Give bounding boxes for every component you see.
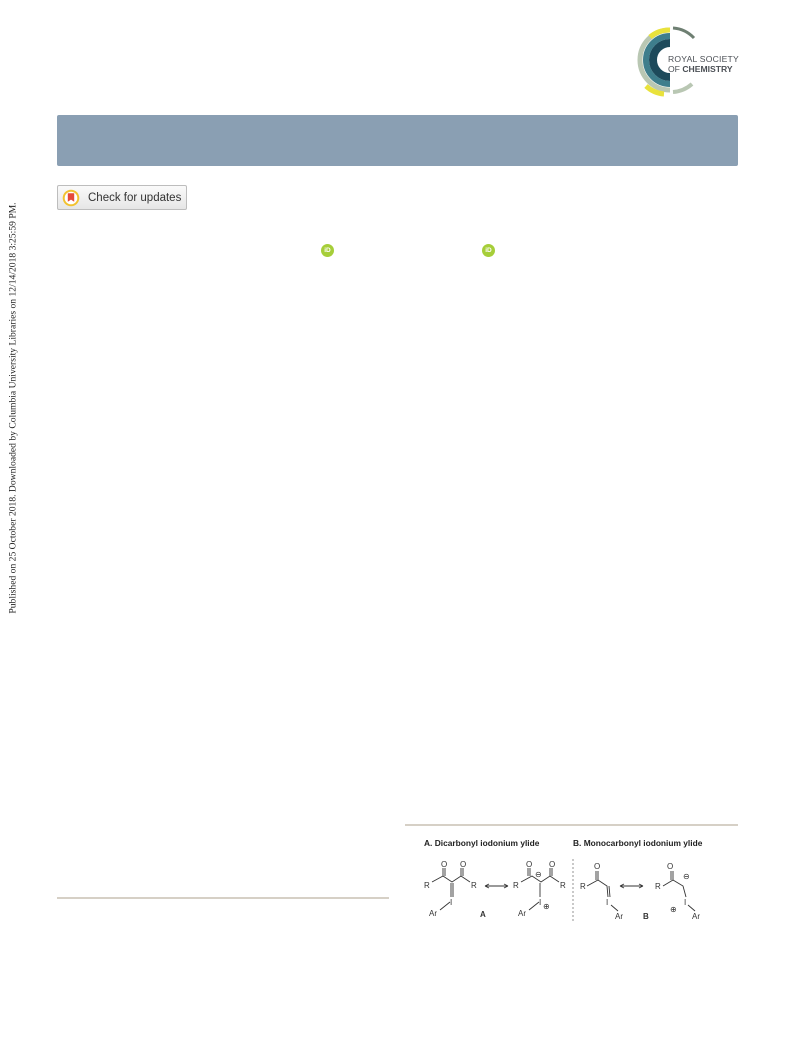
scheme-o-label: O <box>526 860 533 869</box>
scheme-i-label: I <box>606 898 609 907</box>
scheme-r-label: R <box>560 881 566 890</box>
check-for-updates-label: Check for updates <box>88 191 182 204</box>
footnote-divider <box>57 897 389 899</box>
scheme-r-label: R <box>424 881 430 890</box>
scheme-ar-label: Ar <box>518 909 526 918</box>
scheme-plus-charge: ⊕ <box>543 902 550 911</box>
scheme-o-label: O <box>667 862 674 871</box>
scheme-plus-charge: ⊕ <box>670 905 677 914</box>
scheme-r-label: R <box>655 882 661 891</box>
scheme-o-label: O <box>460 860 467 869</box>
article-header-banner <box>57 115 738 166</box>
scheme-o-label: O <box>441 860 448 869</box>
scheme-minus-charge: ⊖ <box>683 872 690 881</box>
iodonium-ylide-scheme <box>405 855 738 927</box>
scheme-panel-b-title: B. Monocarbonyl iodonium ylide <box>573 838 703 848</box>
scheme-o-label: O <box>549 860 556 869</box>
publication-note-text: Published on 25 October 2018. Downloaded by Columbia University Libraries on 12/14/2018 3:25:59 PM. <box>7 201 19 614</box>
scheme-r-label: R <box>513 881 519 890</box>
scheme-compound-b-label: B <box>643 912 649 921</box>
check-for-updates-button[interactable] <box>57 185 187 210</box>
scheme-panel-a-title: A. Dicarbonyl iodonium ylide <box>424 838 540 848</box>
scheme-i-label: I <box>684 898 687 907</box>
orcid-icon[interactable]: iD <box>482 244 495 257</box>
logo-line-2: OF CHEMISTRY <box>668 64 733 74</box>
scheme-i-label: I <box>450 898 453 907</box>
scheme-compound-a-label: A <box>480 910 486 919</box>
scheme-divider <box>405 824 738 826</box>
scheme-o-label: O <box>594 862 601 871</box>
scheme-r-label: R <box>471 881 477 890</box>
logo-line-1: ROYAL SOCIETY <box>668 54 739 64</box>
publication-note <box>6 180 20 635</box>
scheme-i-label: I <box>539 898 542 907</box>
orcid-icon[interactable]: iD <box>321 244 334 257</box>
scheme-minus-charge: ⊖ <box>535 870 542 879</box>
bookmark-badge-icon <box>62 189 80 207</box>
publisher-logo <box>630 22 742 98</box>
scheme-r-label: R <box>580 882 586 891</box>
scheme-ar-label: Ar <box>615 912 623 921</box>
scheme-ar-label: Ar <box>429 909 437 918</box>
scheme-ar-label: Ar <box>692 912 700 921</box>
